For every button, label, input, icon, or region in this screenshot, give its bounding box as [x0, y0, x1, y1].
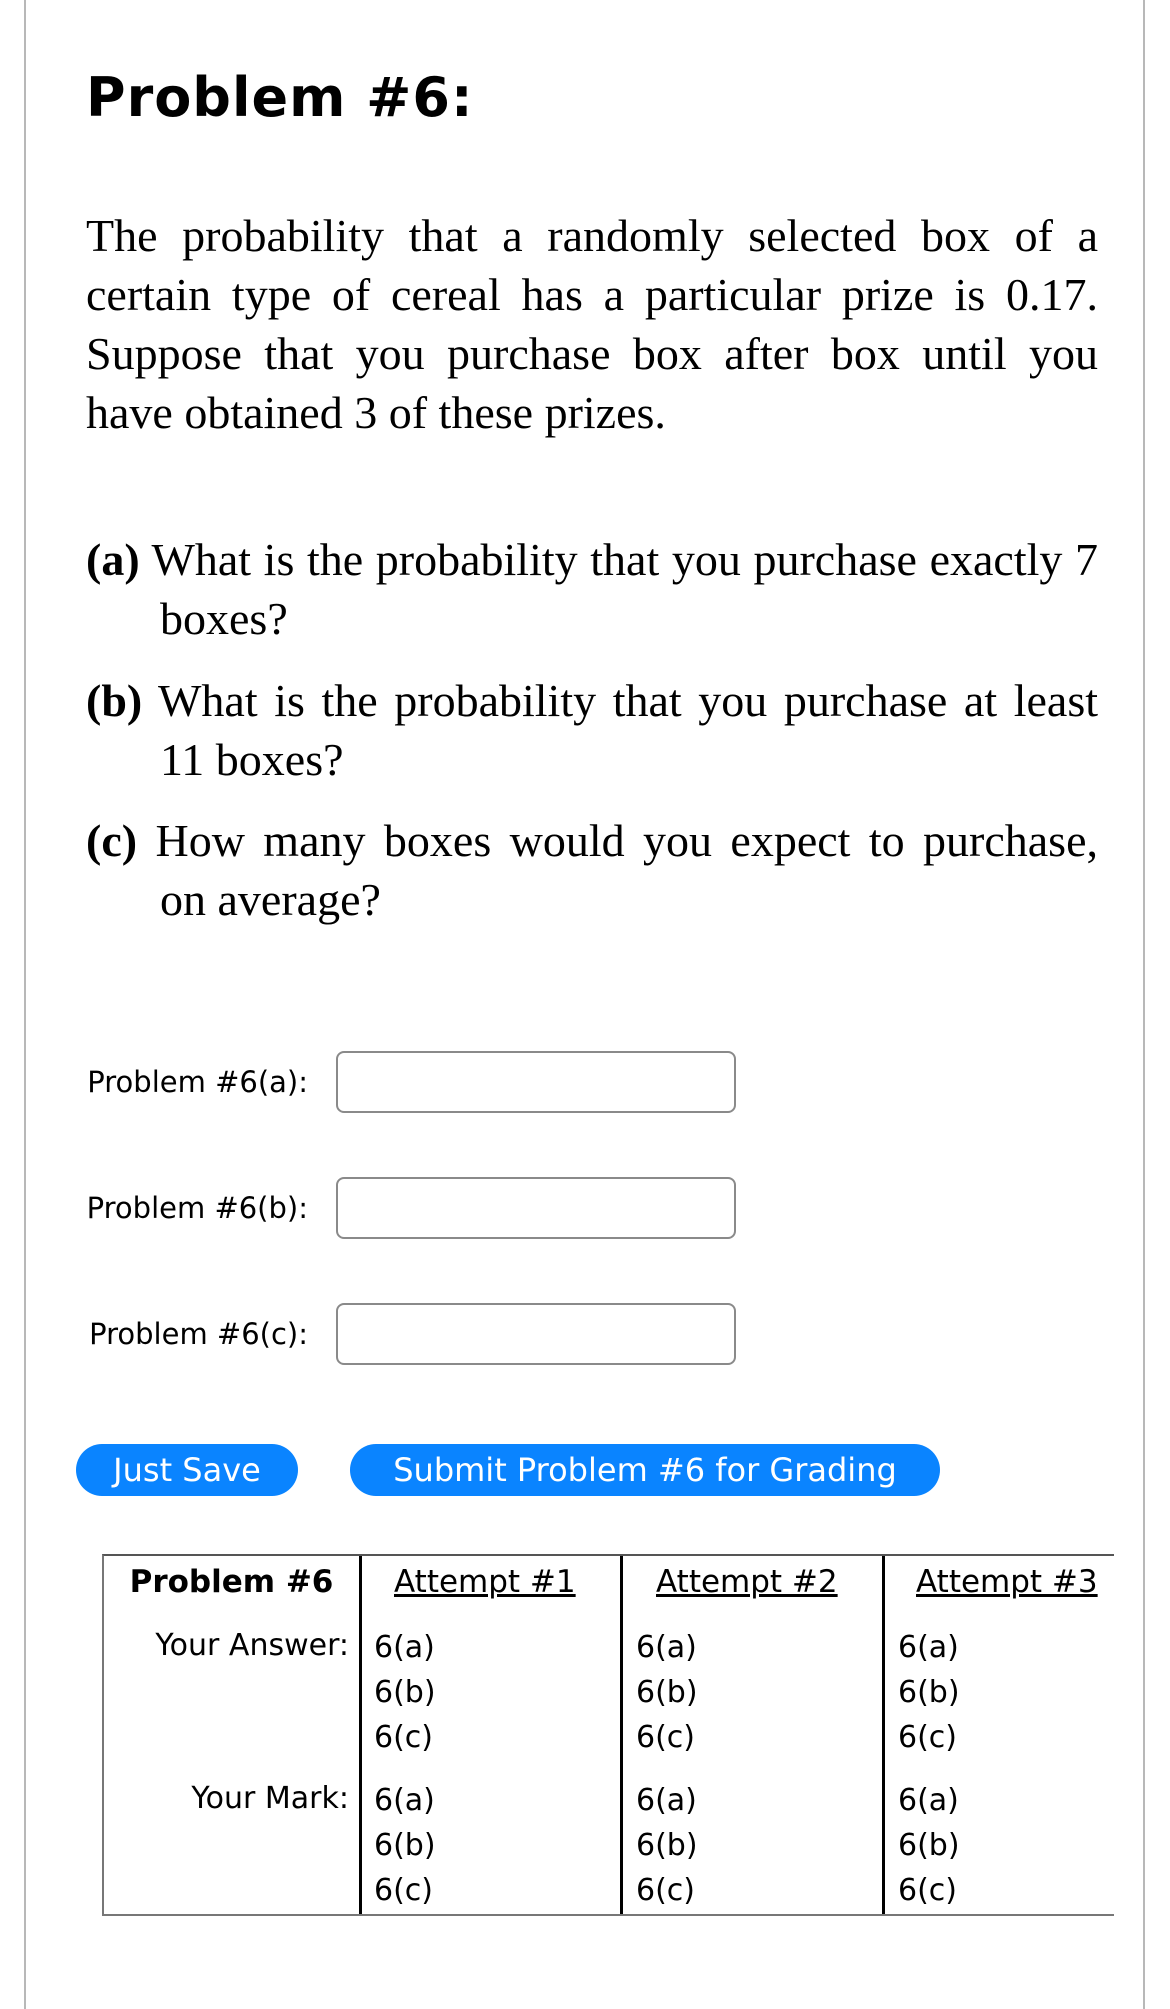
attempt-2-link[interactable]: Attempt #2 [656, 1564, 838, 1600]
attempt-1-answers [374, 1625, 436, 1760]
attempt-3-answers [898, 1625, 960, 1760]
answer-c-input[interactable] [336, 1303, 736, 1365]
part-c [86, 811, 1098, 929]
part-a-label: (a) [86, 534, 140, 585]
answer-a-input[interactable] [336, 1051, 736, 1113]
part-c-label: (c) [86, 815, 138, 866]
answer-item: 6(c) [636, 1720, 695, 1755]
column-divider [359, 1556, 362, 1914]
answer-item: 6(b) [374, 1675, 436, 1710]
mark-item: 6(b) [898, 1828, 960, 1863]
mark-item: 6(a) [374, 1783, 435, 1818]
part-b-text: What is the probability that you purchase at least 11 boxes? [158, 675, 1098, 785]
answer-item: 6(c) [898, 1720, 957, 1755]
column-divider [882, 1556, 885, 1914]
answer-item: 6(a) [636, 1630, 697, 1665]
attempt-2-marks [636, 1778, 698, 1913]
attempt-1-marks [374, 1778, 436, 1913]
answer-item: 6(b) [636, 1675, 698, 1710]
just-save-button[interactable]: Just Save [76, 1444, 298, 1496]
attempt-1-link[interactable]: Attempt #1 [394, 1564, 576, 1600]
attempt-2-answers [636, 1625, 698, 1760]
attempts-table [102, 1554, 1114, 1916]
table-header-problem: Problem #6 [129, 1564, 334, 1600]
part-c-text: How many boxes would you expect to purchase, on average? [155, 815, 1098, 925]
your-mark-label: Your Mark: [191, 1781, 349, 1816]
mark-item: 6(c) [636, 1873, 695, 1908]
page-left-border [24, 0, 26, 2009]
answer-b-label: Problem #6(b): [86, 1191, 308, 1225]
page-right-border [1143, 0, 1145, 2009]
attempt-3-marks [898, 1778, 960, 1913]
part-b [86, 671, 1098, 789]
answer-item: 6(a) [374, 1630, 435, 1665]
part-b-label: (b) [86, 675, 143, 726]
answer-item: 6(a) [898, 1630, 959, 1665]
mark-item: 6(b) [374, 1828, 436, 1863]
your-answer-label: Your Answer: [155, 1628, 349, 1663]
answer-c-label: Problem #6(c): [89, 1317, 308, 1351]
answer-item: 6(c) [374, 1720, 433, 1755]
answer-a-label: Problem #6(a): [87, 1065, 308, 1099]
answer-b-input[interactable] [336, 1177, 736, 1239]
problem-title: Problem #6: [86, 66, 474, 129]
column-divider [620, 1556, 623, 1914]
mark-item: 6(c) [374, 1873, 433, 1908]
mark-item: 6(b) [636, 1828, 698, 1863]
problem-statement: The probability that a randomly selected box of a certain type of cereal has a particular prize is 0.17. Suppose that you purchase box after box until you have obtained 3 of these prizes. [86, 210, 1098, 438]
mark-item: 6(c) [898, 1873, 957, 1908]
part-a-text: What is the probability that you purchase exactly 7 boxes? [151, 534, 1099, 644]
mark-item: 6(a) [636, 1783, 697, 1818]
attempt-3-link[interactable]: Attempt #3 [916, 1564, 1098, 1600]
part-a [86, 530, 1098, 648]
mark-item: 6(a) [898, 1783, 959, 1818]
answer-item: 6(b) [898, 1675, 960, 1710]
submit-for-grading-button[interactable]: Submit Problem #6 for Grading [350, 1444, 940, 1496]
